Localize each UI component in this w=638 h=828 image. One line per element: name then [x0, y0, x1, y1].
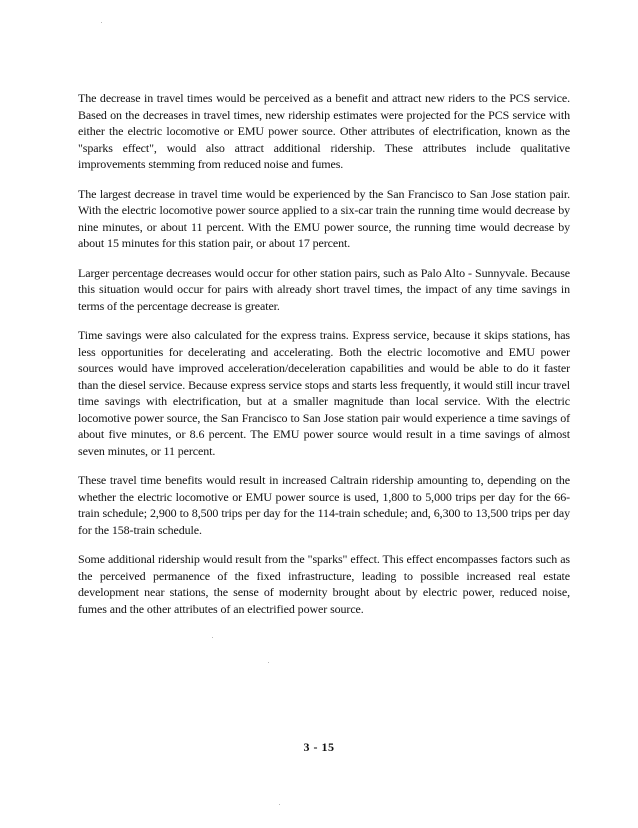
paragraph-express-trains: Time savings were also calculated for the express trains. Express service, because it skips stations, has less opportunities for decelerating and accelerating. Both the electric locomotive and EMU power sources would have improved acceleration/deceleration capabilities and would be able to do it faster than the diesel service. Because express service stops and starts less frequently, it would still incur travel time savings with electrification, but at a smaller magnitude than local service. With the electric locomotive power source, the San Francisco to San Jose station pair would experience a time savings of about five minutes, or 8.6 percent. The EMU power source would result in a time savings of almost seven minutes, or 11 percent. [78, 328, 570, 458]
paragraph-sparks-effect: Some additional ridership would result from the "sparks" effect. This effect encompasses factors such as the perceived permanence of the fixed infrastructure, leading to possible increased real estate development near stations, the sense of modernity brought about by electric power, reduced noise, fumes and the other attributes of an electrified power source. [78, 552, 570, 616]
paragraph-travel-time-benefits: The decrease in travel times would be perceived as a benefit and attract new riders to the PCS service. Based on the decreases in travel times, new ridership estimates were projected for the PCS service with either the electric locomotive or EMU power source. Other attributes of electrification, known as the "sparks effect", would also attract additional ridership. These attributes include qualitative improvements stemming from reduced noise and fumes. [78, 91, 570, 171]
scan-speck [101, 22, 102, 23]
paragraph-largest-decrease: The largest decrease in travel time would be experienced by the San Francisco to San Jose station pair. With the electric locomotive power source applied to a six-car train the running time would decrease by nine minutes, or about 11 percent. With the EMU power source, the running time would decrease by about 15 minutes for this station pair, or about 17 percent. [78, 186, 570, 250]
scan-speck [279, 804, 280, 805]
scan-speck [212, 637, 213, 638]
paragraph-ridership-increase: These travel time benefits would result in increased Caltrain ridership amounting to, depending on the whether the electric locomotive or EMU power source is used, 1,800 to 5,000 trips per day for the 66-train schedule; 2,900 to 8,500 trips per day for the 114-train schedule; and, 6,300 to 13,500 trips per day for the 158-train schedule. [78, 473, 570, 537]
page-number: 3 - 15 [303, 740, 335, 754]
scan-speck [268, 662, 269, 663]
paragraph-percentage-decreases: Larger percentage decreases would occur for other station pairs, such as Palo Alto - Sunnyvale. Because this situation would occur for pairs with already short travel times, the impact of any time savings in terms of the percentage decrease is greater. [78, 265, 570, 313]
body-text [78, 90, 570, 630]
